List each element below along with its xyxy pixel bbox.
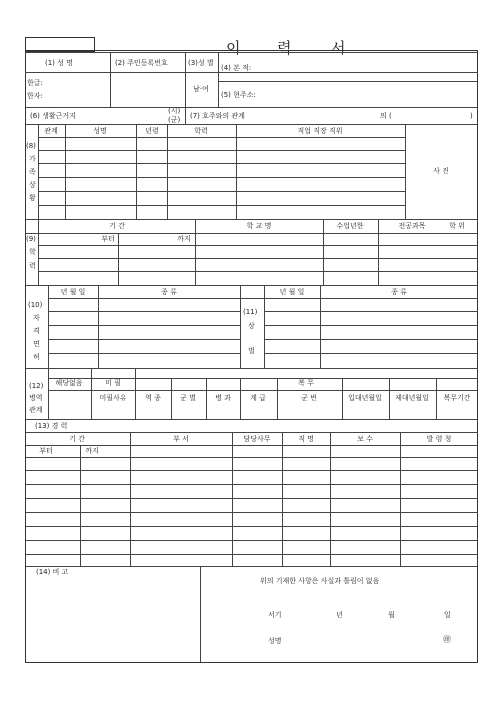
hangul-label: 한글: <box>27 79 43 87</box>
career-header-duty: 담당사무 <box>243 435 271 443</box>
family-section-label-1: (8) <box>26 142 36 150</box>
date-day-label: 일 <box>444 611 451 619</box>
award-section-label-1: (11) <box>243 308 258 316</box>
certification-statement: 위의 기재한 사항은 사실과 틀림이 없음 <box>260 577 380 585</box>
signature-label: 성명 <box>268 637 282 645</box>
military-sub-rank: 계 급 <box>250 394 266 402</box>
hanja-label: 한자: <box>27 92 43 100</box>
license-section-label-2: 자 <box>33 314 40 322</box>
military-sub-number: 군 번 <box>301 394 317 402</box>
license-section-label-3: 격 <box>33 327 40 335</box>
remarks-label: (14) 비 고 <box>36 568 69 576</box>
education-header-to: 까지 <box>177 235 191 243</box>
gun-label: (군) <box>168 116 181 124</box>
date-month-label: 월 <box>388 611 395 619</box>
award-section-label-2: 상 <box>248 322 255 330</box>
document-title-char-3: 서 <box>331 39 346 57</box>
si-label: (시) <box>168 107 181 115</box>
license-header-type: 종 류 <box>161 288 177 296</box>
military-sub-class: 역 종 <box>145 394 161 402</box>
date-year-prefix: 서기 <box>268 611 282 619</box>
career-header-salary: 보 수 <box>357 435 373 443</box>
address-label: (5) 현주소: <box>221 91 256 99</box>
family-header-age: 년령 <box>145 127 159 135</box>
military-sub-specialty: 병 과 <box>215 394 231 402</box>
military-sub-duration: 복무기간 <box>443 394 471 402</box>
document-title-char-1: 이 <box>226 39 241 57</box>
sex-label: (3)성 별 <box>188 59 214 67</box>
award-header-type: 종 류 <box>391 288 407 296</box>
military-section-label-3: 관계 <box>29 406 43 414</box>
household-close: ) <box>470 112 473 120</box>
family-header-name: 성명 <box>93 127 107 135</box>
education-section-label-1: (9) <box>26 235 36 243</box>
family-section-label-3: 족 <box>29 168 36 176</box>
license-section-label-5: 허 <box>33 353 40 361</box>
family-section-label-5: 황 <box>29 194 36 202</box>
career-section-label: (13) 경 력 <box>35 422 68 430</box>
award-header-date: 년 월 일 <box>279 288 305 296</box>
career-header-department: 부 서 <box>173 435 189 443</box>
military-section-label-2: 병역 <box>29 394 43 402</box>
sex-value: 남·여 <box>193 85 209 93</box>
document-title-char-2: 력 <box>277 39 292 57</box>
career-header-from: 부터 <box>39 447 53 455</box>
military-sub-reason: 미필사유 <box>99 394 127 402</box>
family-section-label-4: 상 <box>29 181 36 189</box>
military-header-not-applicable: 해당없음 <box>55 379 83 387</box>
career-header-period: 기 간 <box>69 435 85 443</box>
education-header-years: 수업년한 <box>336 222 364 230</box>
household-label: (7) 호주와의 관계 <box>190 112 245 120</box>
seal-icon: ㊞ <box>443 635 451 644</box>
military-header-served: 복 무 <box>298 379 314 387</box>
license-header-date: 년 월 일 <box>60 288 86 296</box>
military-sub-enlist-date: 입대년월일 <box>348 394 382 402</box>
education-header-period: 기 간 <box>109 222 125 230</box>
resume-form <box>25 50 478 663</box>
education-header-school: 학 교 명 <box>246 222 272 230</box>
license-section-label-1: (10) <box>28 301 43 309</box>
education-header-from: 부터 <box>101 235 115 243</box>
career-header-issuer: 발 령 청 <box>426 435 452 443</box>
career-header-to: 까지 <box>85 447 99 455</box>
license-section-label-4: 면 <box>33 340 40 348</box>
photo-label: 사 진 <box>433 167 449 175</box>
military-header-not-served: 미 필 <box>105 379 121 387</box>
family-header-occupation: 직업 직장 직위 <box>297 127 343 135</box>
education-header-degree: 학 위 <box>449 222 465 230</box>
education-section-label-3: 력 <box>29 262 36 270</box>
education-header-major: 전공과목 <box>398 222 426 230</box>
household-suffix: 의 ( <box>380 112 392 120</box>
family-section-label-2: 가 <box>29 155 36 163</box>
military-section-label-1: (12) <box>29 382 44 390</box>
award-section-label-3: 벌 <box>248 347 255 355</box>
military-sub-discharge-date: 제대년월일 <box>395 394 429 402</box>
date-year-label: 년 <box>336 611 343 619</box>
rrn-label: (2) 주민등록번호 <box>115 59 168 67</box>
career-header-position: 직 명 <box>298 435 314 443</box>
honjeok-label: (4) 본 적: <box>221 64 252 72</box>
family-header-relation: 관계 <box>44 127 58 135</box>
name-label: (1) 성 명 <box>45 59 73 67</box>
education-section-label-2: 학 <box>29 248 36 256</box>
military-sub-branch: 군 별 <box>180 394 196 402</box>
family-header-education: 학력 <box>194 127 208 135</box>
residence-label: (6) 생활근거지 <box>30 112 76 120</box>
